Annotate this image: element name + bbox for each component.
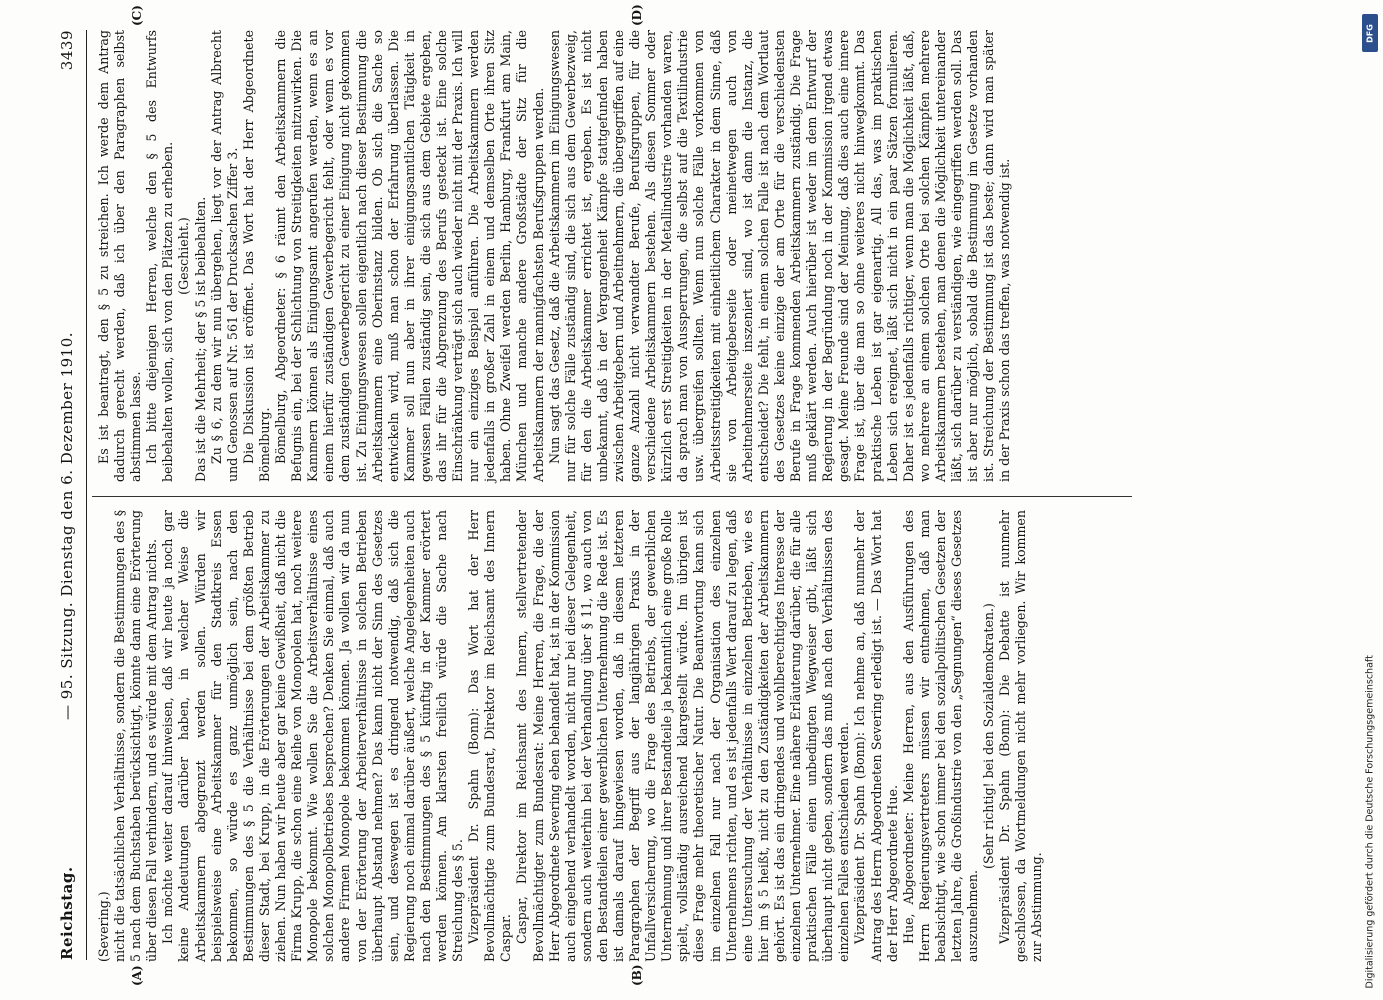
paragraph: Die Diskussion ist eröffnet. Das Wort hat der Herr Abgeordnete Bömelburg. [240, 30, 272, 482]
paragraph: Ich bitte diejenigen Herren, welche den § 5 des Entwurfs beibehalten wollen, sich von den Plätzen zu erheben. [144, 30, 176, 482]
paragraph: Hue, Abgeordneter: Meine Herren, aus den Ausführungen des Herrn Regierungsvertreters müssen wir entnehmen, daß man beabsichtigt, wie schon immer bei den sozialpolitischen Gesetzen der letzten Jahre, die Großindustrie von den „Segnungen“ dieses Gesetzes auszunehmen. [900, 510, 981, 962]
paragraph: Vizepräsident Dr. Spahn (Bonn): Ich nehme an, daß nunmehr der Antrag des Herrn Abgeordneten Severing erledigt ist. — Das Wort hat der Herr Abgeordnete Hue. [852, 510, 900, 962]
paragraph: Das ist die Mehrheit; der § 5 ist beibehalten. [192, 196, 208, 482]
paragraph: Bömelburg, Abgeordneter: § 6 räumt den Arbeitskammern die Befugnis ein, bei der Schlichtung von Streitigkeiten mitzuwirken. Die Kammern können als Einigungsamt angerufen werden, wenn es an einem hierfür zuständigen Gewerbegericht fehlt, oder wenn es vor dem zuständigen Gewerbegericht zu einer Einigung nicht gekommen ist. Zu Einigungswesen sollen eigentlich nach dieser Bestimmung die Arbeitskammern eine Oberinstanz bilden. Ob sich die Sache so entwickeln wird, muß man schon der Erfahrung überlassen. Die Kammer soll nun aber in ihrer einigungsamtlichen Tätigkeit in gewissen Fällen zuständig sein, die sich aus dem Gebiete ergeben, das ihr für die Abgrenzung des Berufs gesteckt ist. Eine solche Einschränkung verträgt sich auch wieder nicht mit der Praxis. Ich will nur ein einziges Beispiel anführen. Die Arbeitskammern werden jedenfalls in großer Zahl in einem und demselben Orte ihren Sitz haben. Ohne Zweifel werden Berlin, Hamburg, Frankfurt am Main, München und manche andere Großstädte der Sitz für die Arbeitskammern der mannigfachsten Berufsgruppen werden. [273, 30, 546, 482]
paragraph: Vizepräsident Dr. Spahn (Bonn): Das Wort hat der Herr Bevollmächtigte zum Bundesrat, Direktor im Reichsamt des Innern Caspar. [466, 510, 514, 962]
margin-marker-c: (C) [130, 5, 144, 26]
dfg-credit-strip [1360, 8, 1380, 993]
dfg-credit-text: Digitalisierung gefördert durch die Deutsche Forschungsgemeinschaft [1364, 655, 1376, 989]
header-session: — 95. Sitzung. Dienstag den 6. Dezember 1910. [58, 331, 76, 720]
margin-marker-b: (B) [630, 964, 644, 986]
right-text-column [96, 30, 1013, 482]
paragraph: Ich möchte weiter darauf hinweisen, daß wir heute ja noch gar keine Andeutungen darüber haben, in welcher Weise die Arbeitskammern abgegrenzt werden sollen. Würden wir beispielsweise eine Arbeitskammer für den Stadtkreis Essen bekommen, so würde es ganz unmöglich sein, nach den Bestimmungen des § 5 die Verhältnisse bei dem größten Betrieb dieser Stadt, bei Krupp, in die Erörterungen der Arbeitskammer zu ziehen. Nun haben wir heute aber gar keine Gewißheit, daß nicht die Firma Krupp, die schon eine Reihe von Monopolen hat, noch weitere Monopole bekommt. Wie wollen Sie die Arbeitsverhältnisse eines solchen Monopolbetriebes besprechen? Denken Sie einmal, daß auch andere Firmen Monopole bekommen können. Ja wollen wir da nun von der Erörterung der Arbeiterverhältnisse in solchen Betrieben überhaupt Abstand nehmen? Das kann nicht der Sinn des Gesetzes sein, und deswegen ist es dringend notwendig, daß sich die Regierung noch einmal darüber äußert, welche Angelegenheiten auch nach den Bestimmungen des § 5 künftig in der Kammer erörtert werden können. Am klarsten freilich würde die Sache nach Streichung des § 5. [160, 510, 466, 962]
paragraph: nicht die tatsächlichen Verhältnisse, sondern die Bestimmungen des § 5 nach dem Buchstaben berücksichtigt, könnte dann eine Erörterung über diesen Fall verhindern, und es würde mit dem Antrag nichts. [112, 510, 160, 962]
paragraph: Nun sagt das Gesetz, daß die Arbeitskammern im Einigungswesen nur für solche Fälle zuständig sind, die sich aus dem Gewerbezweig, für den die Arbeitskammer errichtet ist, ergeben. Es ist nicht unbekannt, daß in der Vergangenheit Kämpfe stattgefunden haben zwischen Arbeitgebern und Arbeitnehmern, die übergegriffen auf eine ganze Anzahl nicht verwandter Berufe, Berufsgruppen, für die verschiedene Arbeitskammern bestehen. Als diesen Sommer oder kürzlich erst Streitigkeiten in der Metallindustrie vorhanden waren, da sprach man von Aussperrungen, die selbst auf die Textilindustrie usw. übergreifen sollten. Wenn nun solche Fälle vorkommen von Arbeitsstreitigkeiten mit einheitlichem Charakter in dem Sinne, daß sie von Arbeitgeberseite oder meinetwegen auch von Arbeitnehmerseite inszeniert sind, wo ist dann die Instanz, die entscheidet? Die fehlt, in einem solchen Falle ist nach dem Wortlaut des Gesetzes keine einzige der am Orte für die verschiedensten Berufe in Frage kommenden Arbeitskammern zuständig. Die Frage muß geklärt werden. Auch hierüber ist weder im dem Entwurf der Regierung in der Begründung noch in der Kommission irgend etwas gesagt. Meine Freunde sind der Meinung, daß dies auch eine innere Frage ist, über die man so ohne weiteres nicht hinwegkommt. Das praktische Leben ist gar eigenartig. All das, was im praktischen Leben sich ereignet, läßt sich nicht in ein paar Sätzen formulieren. Daher ist es jedenfalls richtiger, wenn man die Möglichkeit läßt, daß, wo mehrere an einem solchen Orte bei solchen Kämpfen mehrere Arbeitskammern bestehen, man denen die Möglichkeit untereinander läßt, sich darüber zu verständigen, wie eingegriffen werden soll. Das ist aber nur möglich, sobald die Bestimmung im Gesetze vorhanden ist. Streichung der Bestimmung ist das beste; dann wird man später in der Praxis schon das treffen, was notwendig ist. [546, 30, 1013, 482]
paragraph: Caspar, Direktor im Reichsamt des Innern, stellvertretender Bevollmächtigter zum Bundesrat: Meine Herren, die Frage, die der Herr Abgeordnete Severing eben behandelt hat, ist in der Kommission auch eingehend verhandelt worden, nicht nur bei dieser Gelegenheit, sondern auch weiterhin bei der Verhandlung über § 11, wo auch von den Bestandteilen einer gewerblichen Unternehmung die Rede ist. Es ist damals darauf hingewiesen worden, daß in diesem letzteren Paragraphen der Begriff aus der langjährigen Praxis in der Unfallversicherung, wo die Frage des Betriebs, der gewerblichen Unternehmung und ihrer Bestandteile ja bekanntlich eine große Rolle spielt, vollständig ausreichend klargestellt würde. Im übrigen ist diese Frage mehr theoretischer Natur. Die Beantwortung kann sich im einzelnen Fall nur nach der Organisation des einzelnen Unternehmens richten, und es ist jedenfalls Wert darauf zu legen, daß eine Untersuchung der Verhältnisse in einzelnen Betrieben, wie es hier im § 5 heißt, nicht zu den Zuständigkeiten der Arbeitskammern gehört. Es ist das ein dringendes und wohlberechtigtes Interesse der einzelnen Unternehmer. Eine nähere Erläuterung darüber, die für alle praktischen Fälle einen unbedingten Wegweiser gibt, läßt sich überhaupt nicht geben, sondern das muß nach den Verhältnissen des einzelnen Falles entschieden werden. [514, 510, 852, 962]
column-divider [92, 496, 1132, 497]
paragraph: Zu § 6, zu dem wir nun übergehen, liegt vor der Antrag Albrecht und Genossen auf Nr. 561 der Drucksachen Ziffer 3. [208, 30, 240, 482]
margin-marker-d: (D) [630, 4, 644, 26]
page-number: 3439 [58, 30, 76, 71]
margin-marker-a: (A) [130, 965, 144, 986]
paragraph: (Severing.) [96, 891, 111, 962]
running-header [50, 30, 84, 960]
paragraph: (Sehr richtig! bei den Sozialdemokraten.) [981, 603, 997, 869]
header-rule [86, 30, 87, 960]
header-title: Reichstag. [58, 866, 76, 960]
paragraph: (Geschieht.) [176, 217, 192, 295]
paragraph: Vizepräsident Dr. Spahn (Bonn): Die Debatte ist nunmehr geschlossen, da Wortmeldungen nicht mehr vorliegen. Wir kommen zur Abstimmung. [997, 510, 1045, 962]
dfg-logo-text: DFG [1365, 24, 1375, 43]
paragraph: Es ist beantragt, den § 5 zu streichen. Ich werde dem Antrag dadurch gerecht werden, daß ich über den Paragraphen selbst abstimmen lasse. [96, 30, 144, 482]
left-text-column [96, 510, 1046, 962]
